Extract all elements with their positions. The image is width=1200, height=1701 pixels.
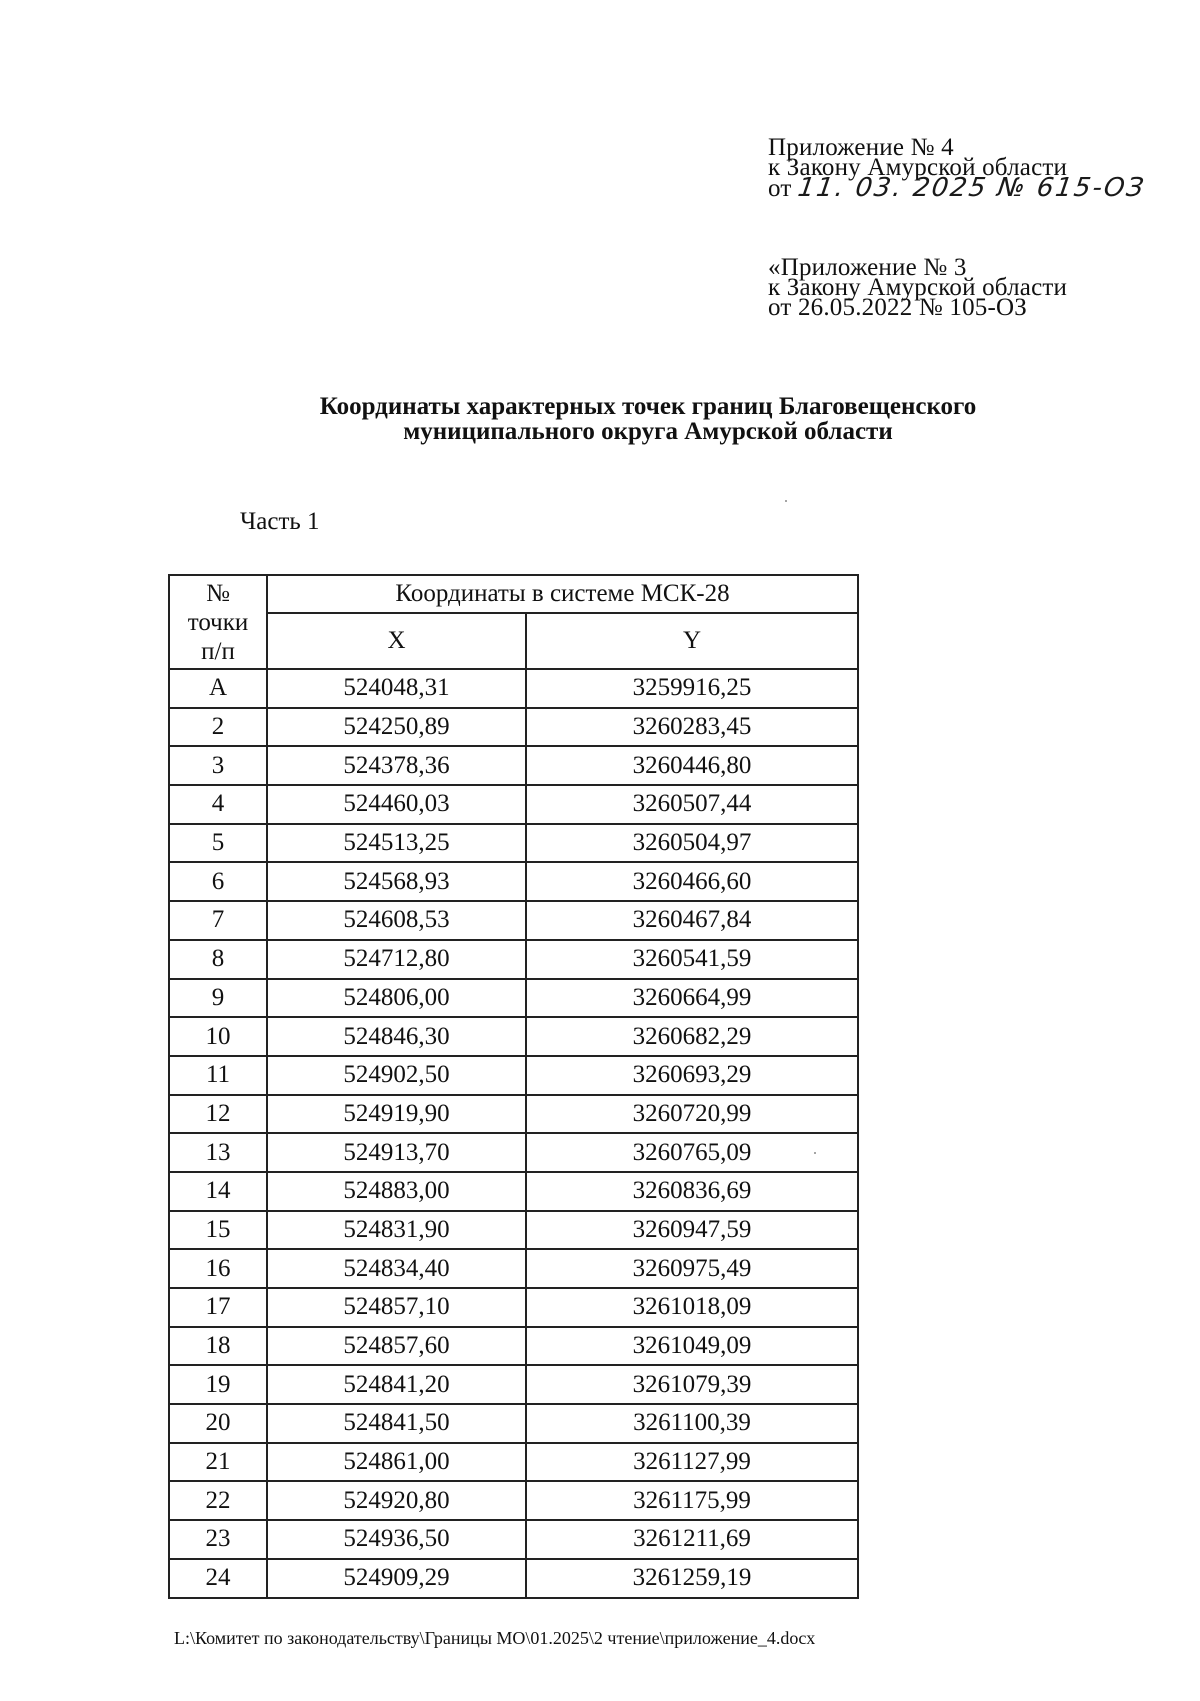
appendix-previous-header: [768, 254, 1068, 321]
part-label: Часть 1: [240, 508, 320, 535]
cell-x: 524250,89: [267, 708, 526, 747]
cell-point-number: 10: [169, 1017, 267, 1056]
table-row: [169, 785, 858, 824]
cell-y: 3261100,39: [526, 1404, 858, 1443]
cell-x: 524378,36: [267, 746, 526, 785]
table-row: [169, 1365, 858, 1404]
appendix-current-line3: [768, 173, 1147, 203]
table-row: [169, 746, 858, 785]
cell-point-number: 19: [169, 1365, 267, 1404]
cell-point-number: 21: [169, 1443, 267, 1482]
cell-y: 3261018,09: [526, 1288, 858, 1327]
cell-y: 3260467,84: [526, 901, 858, 940]
cell-y: 3260283,45: [526, 708, 858, 747]
cell-y: 3261049,09: [526, 1327, 858, 1366]
table-row: [169, 1404, 858, 1443]
appendix-previous-line2: к Закону Амурской области: [768, 274, 1068, 301]
table-row: [169, 1443, 858, 1482]
cell-point-number: 18: [169, 1327, 267, 1366]
cell-point-number: 23: [169, 1520, 267, 1559]
cell-x: 524883,00: [267, 1172, 526, 1211]
cell-x: 524048,31: [267, 669, 526, 708]
cell-x: 524608,53: [267, 901, 526, 940]
cell-point-number: 8: [169, 940, 267, 979]
header-y: Y: [526, 613, 858, 669]
cell-point-number: 9: [169, 979, 267, 1018]
cell-point-number: 20: [169, 1404, 267, 1443]
header-point-line: №: [206, 579, 230, 607]
table-row: [169, 1288, 858, 1327]
appendix-current-line1: Приложение № 4: [768, 134, 954, 161]
table-row: [169, 1172, 858, 1211]
table-row: [169, 1327, 858, 1366]
document-title-line2: муниципального округа Амурской области: [403, 418, 893, 445]
cell-x: 524831,90: [267, 1211, 526, 1250]
cell-y: 3260765,09: [526, 1133, 858, 1172]
table-row: [169, 862, 858, 901]
appendix-previous-line3: от 26.05.2022 № 105-ОЗ: [768, 294, 1028, 321]
cell-y: 3260664,99: [526, 979, 858, 1018]
cell-point-number: 22: [169, 1481, 267, 1520]
appendix-current-line2: к Закону Амурской области: [768, 154, 1068, 181]
table-row: [169, 1249, 858, 1288]
table-row: [169, 708, 858, 747]
document-title: [200, 394, 1096, 444]
header-x: X: [267, 613, 526, 669]
cell-x: 524513,25: [267, 824, 526, 863]
scan-speck: [785, 500, 787, 502]
cell-x: 524846,30: [267, 1017, 526, 1056]
table-row: [169, 1211, 858, 1250]
table-row: [169, 1133, 858, 1172]
header-point-line: точки: [187, 608, 249, 636]
handwritten-law-date-number: 11. 03. 2025 № 615-ОЗ: [795, 173, 1147, 203]
cell-x: 524861,00: [267, 1443, 526, 1482]
cell-point-number: 12: [169, 1095, 267, 1134]
cell-y: 3260446,80: [526, 746, 858, 785]
cell-point-number: 5: [169, 824, 267, 863]
cell-y: 3261175,99: [526, 1481, 858, 1520]
table-row: [169, 1559, 858, 1598]
cell-x: 524857,10: [267, 1288, 526, 1327]
table-row: [169, 901, 858, 940]
cell-point-number: 4: [169, 785, 267, 824]
coordinates-table: [168, 574, 859, 1599]
cell-point-number: 2: [169, 708, 267, 747]
cell-x: 524460,03: [267, 785, 526, 824]
cell-y: 3259916,25: [526, 669, 858, 708]
table-row: [169, 669, 858, 708]
cell-y: 3260507,44: [526, 785, 858, 824]
document-title-line1: Координаты характерных точек границ Благовещенского: [319, 393, 977, 420]
cell-y: 3260693,29: [526, 1056, 858, 1095]
appendix-previous-line1: «Приложение № 3: [768, 254, 967, 281]
cell-y: 3260504,97: [526, 824, 858, 863]
cell-point-number: 6: [169, 862, 267, 901]
cell-x: 524913,70: [267, 1133, 526, 1172]
cell-y: 3261079,39: [526, 1365, 858, 1404]
cell-x: 524568,93: [267, 862, 526, 901]
appendix-current-header: [768, 134, 1147, 203]
cell-point-number: 16: [169, 1249, 267, 1288]
cell-y: 3260541,59: [526, 940, 858, 979]
cell-point-number: 11: [169, 1056, 267, 1095]
cell-x: 524909,29: [267, 1559, 526, 1598]
cell-point-number: 13: [169, 1133, 267, 1172]
table-row: [169, 979, 858, 1018]
cell-x: 524902,50: [267, 1056, 526, 1095]
table-row: [169, 1481, 858, 1520]
cell-y: 3261127,99: [526, 1443, 858, 1482]
cell-x: 524920,80: [267, 1481, 526, 1520]
table-row: [169, 824, 858, 863]
cell-point-number: 24: [169, 1559, 267, 1598]
cell-point-number: 17: [169, 1288, 267, 1327]
table-body: [169, 669, 858, 1598]
cell-y: 3260720,99: [526, 1095, 858, 1134]
table-row: [169, 1056, 858, 1095]
cell-x: 524841,20: [267, 1365, 526, 1404]
cell-x: 524841,50: [267, 1404, 526, 1443]
header-point-line: п/п: [201, 637, 235, 665]
cell-point-number: 3: [169, 746, 267, 785]
cell-y: 3260682,29: [526, 1017, 858, 1056]
appendix-current-date-prefix: от: [768, 175, 792, 202]
cell-x: 524712,80: [267, 940, 526, 979]
cell-y: 3260975,49: [526, 1249, 858, 1288]
cell-y: 3260836,69: [526, 1172, 858, 1211]
table-row: [169, 1017, 858, 1056]
cell-y: 3260947,59: [526, 1211, 858, 1250]
cell-x: 524806,00: [267, 979, 526, 1018]
cell-point-number: 7: [169, 901, 267, 940]
header-point-number: [169, 575, 267, 669]
cell-x: 524936,50: [267, 1520, 526, 1559]
table-row: [169, 940, 858, 979]
table-row: [169, 1095, 858, 1134]
cell-y: 3260466,60: [526, 862, 858, 901]
table-row: [169, 1520, 858, 1559]
cell-point-number: 15: [169, 1211, 267, 1250]
cell-point-number: А: [169, 669, 267, 708]
cell-y: 3261259,19: [526, 1559, 858, 1598]
cell-x: 524857,60: [267, 1327, 526, 1366]
cell-x: 524919,90: [267, 1095, 526, 1134]
cell-y: 3261211,69: [526, 1520, 858, 1559]
cell-x: 524834,40: [267, 1249, 526, 1288]
header-coordinates: Координаты в системе МСК-28: [267, 575, 858, 613]
footer-file-path: L:\Комитет по законодательству\Границы МО\01.2025\2 чтение\приложение_4.docx: [174, 1628, 816, 1648]
cell-point-number: 14: [169, 1172, 267, 1211]
